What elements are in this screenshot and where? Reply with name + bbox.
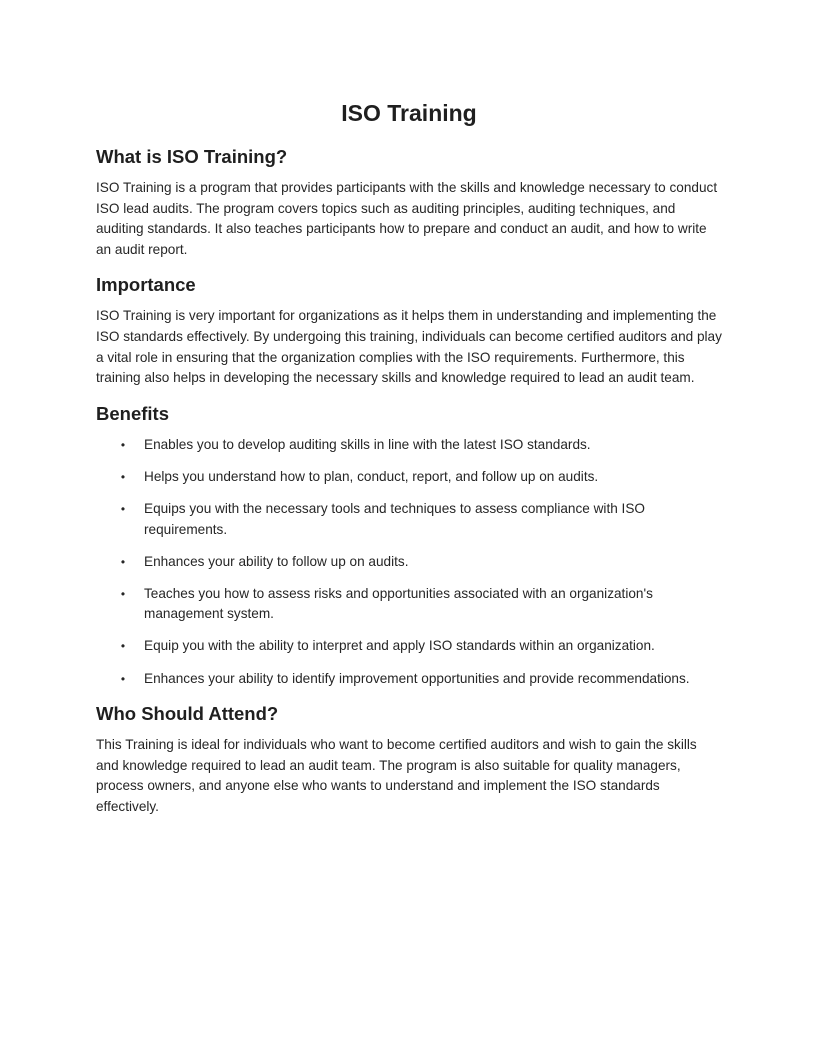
benefit-text: Helps you understand how to plan, conduct, report, and follow up on audits. (144, 468, 599, 484)
benefit-item (96, 584, 722, 625)
benefit-text: Enhances your ability to identify improvement opportunities and provide recommendations. (144, 670, 690, 686)
section-body-importance: ISO Training is very important for organizations as it helps them in understanding and implementing the ISO standards effectively. By undergoing this training, individuals can become certified auditors and play a vital role in ensuring that the organization complies with the ISO requirements. Furthermore, this training also helps in developing the necessary skills and knowledge required to lead an audit team. (96, 308, 722, 386)
benefit-text: Teaches you how to assess risks and opportunities associated with an organization's management system. (144, 585, 653, 622)
document-content (96, 97, 722, 829)
benefit-text: Enables you to develop auditing skills in line with the latest ISO standards. (144, 436, 591, 452)
benefit-text: Equips you with the necessary tools and techniques to assess compliance with ISO requirements. (144, 500, 645, 537)
benefit-text: Enhances your ability to follow up on audits. (144, 553, 409, 569)
section-body-what-is: ISO Training is a program that provides participants with the skills and knowledge necessary to conduct ISO lead audits. The program covers topics such as auditing principles, auditing techniques, and auditing standards. It also teaches participants how to prepare and conduct an audit, and how to write an audit report. (96, 180, 718, 257)
benefit-text: Equip you with the ability to interpret and apply ISO standards within an organization. (144, 638, 655, 654)
benefit-item (96, 552, 722, 573)
benefits-list (96, 435, 722, 689)
section-heading-what-is: What is ISO Training? (96, 146, 288, 167)
section-heading-importance: Importance (96, 274, 196, 296)
bullet-icon: • (120, 501, 126, 516)
bullet-icon: • (120, 469, 126, 484)
section-body-who-should-attend: This Training is ideal for individuals who want to become certified auditors and wish to gain the skills and knowledge required to lead an audit team. The program is also suitable for quality managers, process owners, and anyone else who wants to understand and implement the ISO standards effectively. (96, 737, 697, 814)
benefit-item (96, 435, 722, 456)
benefit-item (96, 669, 722, 690)
bullet-icon: • (120, 671, 126, 686)
bullet-icon: • (120, 586, 126, 601)
section-heading-who-should-attend: Who Should Attend? (96, 703, 279, 725)
benefit-item (96, 499, 722, 540)
benefit-item (96, 636, 722, 657)
bullet-icon: • (120, 554, 126, 569)
bullet-icon: • (120, 639, 126, 654)
benefit-item (96, 467, 722, 488)
section-heading-benefits: Benefits (96, 402, 169, 424)
document-title: ISO Training (341, 100, 477, 126)
bullet-icon: • (120, 437, 126, 452)
